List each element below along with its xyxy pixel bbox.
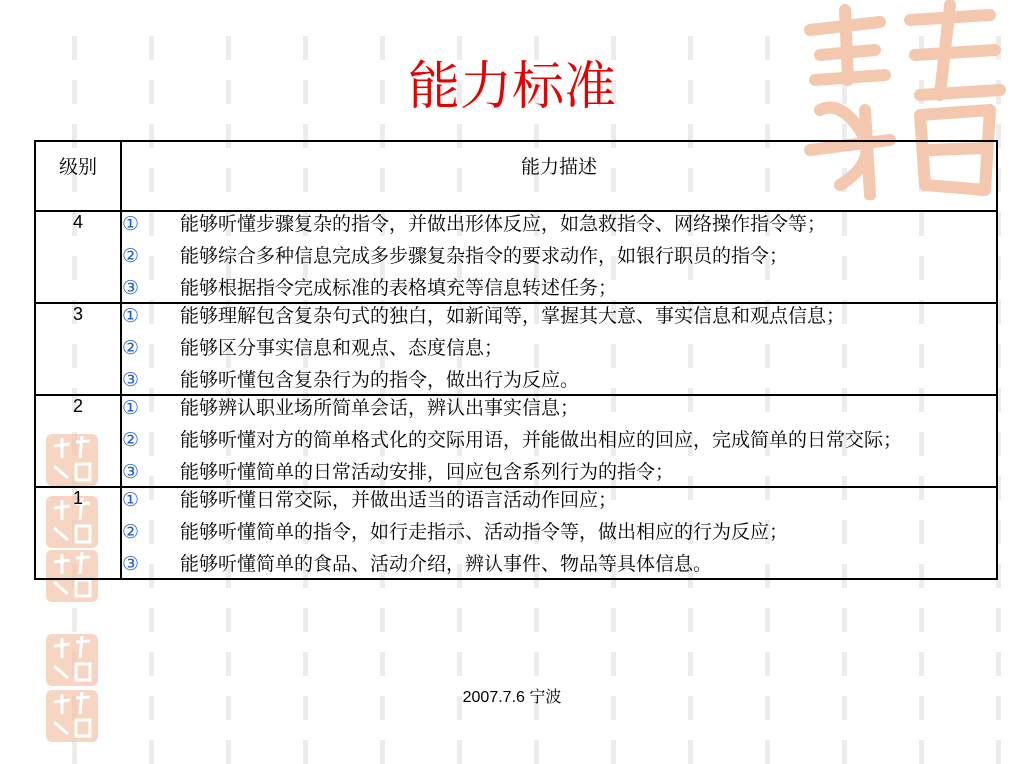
background-bar (303, 652, 308, 676)
background-bar (842, 608, 847, 632)
item-text: 能够根据指令完成标准的表格填充等信息转述任务； (180, 277, 618, 299)
table-header-row (35, 141, 997, 211)
ability-standards-table (34, 140, 998, 580)
description-cell (121, 303, 997, 395)
background-bar (534, 652, 539, 676)
level-cell: 3 (35, 303, 121, 395)
item-text: 能够综合多种信息完成多步骤复杂指令的要求动作，如银行职员的指令； (180, 245, 789, 267)
table-row (35, 303, 997, 395)
item-number: ② (122, 245, 140, 267)
background-bar (457, 652, 462, 676)
item-text: 能够听懂包含复杂行为的指令，做出行为反应。 (180, 369, 580, 391)
list-item (122, 396, 996, 420)
level-cell: 4 (35, 211, 121, 303)
list-item (122, 488, 996, 512)
item-number: ③ (122, 553, 140, 575)
background-bar (688, 608, 693, 632)
description-cell (121, 395, 997, 487)
item-text: 能够听懂日常交际，并做出适当的语言活动作回应； (180, 489, 618, 511)
header-level: 级别 (35, 141, 121, 211)
slide-title: 能力标准 (407, 57, 616, 117)
footer-date-location: 2007.7.6 宁波 (462, 689, 562, 706)
item-number: ③ (122, 369, 140, 391)
table-row (35, 487, 997, 579)
background-bar (226, 652, 231, 676)
background-bar (996, 608, 1001, 632)
background-bar (919, 652, 924, 676)
item-text: 能够听懂简单的食品、活动介绍，辨认事件、物品等具体信息。 (180, 553, 713, 575)
item-text: 能够区分事实信息和观点、态度信息； (180, 337, 504, 359)
item-text: 能够听懂简单的指令，如行走指示、活动指令等，做出相应的行为反应； (180, 521, 789, 543)
header-description: 能力描述 (121, 141, 997, 211)
background-bar (457, 608, 462, 632)
item-text: 能够理解包含复杂句式的独白，如新闻等，掌握其大意、事实信息和观点信息； (180, 305, 846, 327)
list-item (122, 368, 996, 392)
item-number: ① (122, 213, 140, 235)
item-number: ② (122, 429, 140, 451)
description-cell (121, 211, 997, 303)
list-item (122, 552, 996, 576)
background-bar (380, 608, 385, 632)
item-number: ② (122, 521, 140, 543)
list-item (122, 428, 996, 452)
background-bar (611, 652, 616, 676)
description-cell (121, 487, 997, 579)
item-text: 能够听懂步骤复杂的指令，并做出形体反应，如急救指令、网络操作指令等； (180, 213, 827, 235)
background-bar (380, 652, 385, 676)
background-bar (534, 608, 539, 632)
item-text: 能够听懂简单的日常活动安排，回应包含系列行为的指令； (180, 461, 675, 483)
background-bar (303, 608, 308, 632)
item-text: 能够听懂对方的简单格式化的交际用语，并能做出相应的回应，完成简单的日常交际； (180, 429, 903, 451)
background-bar (919, 608, 924, 632)
level-cell: 1 (35, 487, 121, 579)
list-item (122, 336, 996, 360)
background-bar (149, 608, 154, 632)
background-bar (765, 652, 770, 676)
level-cell: 2 (35, 395, 121, 487)
item-number: ① (122, 489, 140, 511)
item-number: ③ (122, 461, 140, 483)
background-bar (765, 608, 770, 632)
list-item (122, 244, 996, 268)
list-item (122, 520, 996, 544)
background-bar (72, 608, 77, 632)
list-item (122, 460, 996, 484)
background-bar (611, 608, 616, 632)
list-item (122, 304, 996, 328)
item-number: ① (122, 397, 140, 419)
background-bar (688, 652, 693, 676)
background-bar (149, 652, 154, 676)
item-text: 能够辨认职业场所简单会话，辨认出事实信息； (180, 397, 580, 419)
item-number: ③ (122, 277, 140, 299)
table-row (35, 395, 997, 487)
list-item (122, 212, 996, 236)
background-bar (996, 652, 1001, 676)
item-number: ② (122, 337, 140, 359)
list-item (122, 276, 996, 300)
seal-stamp-small (44, 632, 100, 688)
item-number: ① (122, 305, 140, 327)
background-bar (842, 652, 847, 676)
background-bar (226, 608, 231, 632)
table-row (35, 211, 997, 303)
